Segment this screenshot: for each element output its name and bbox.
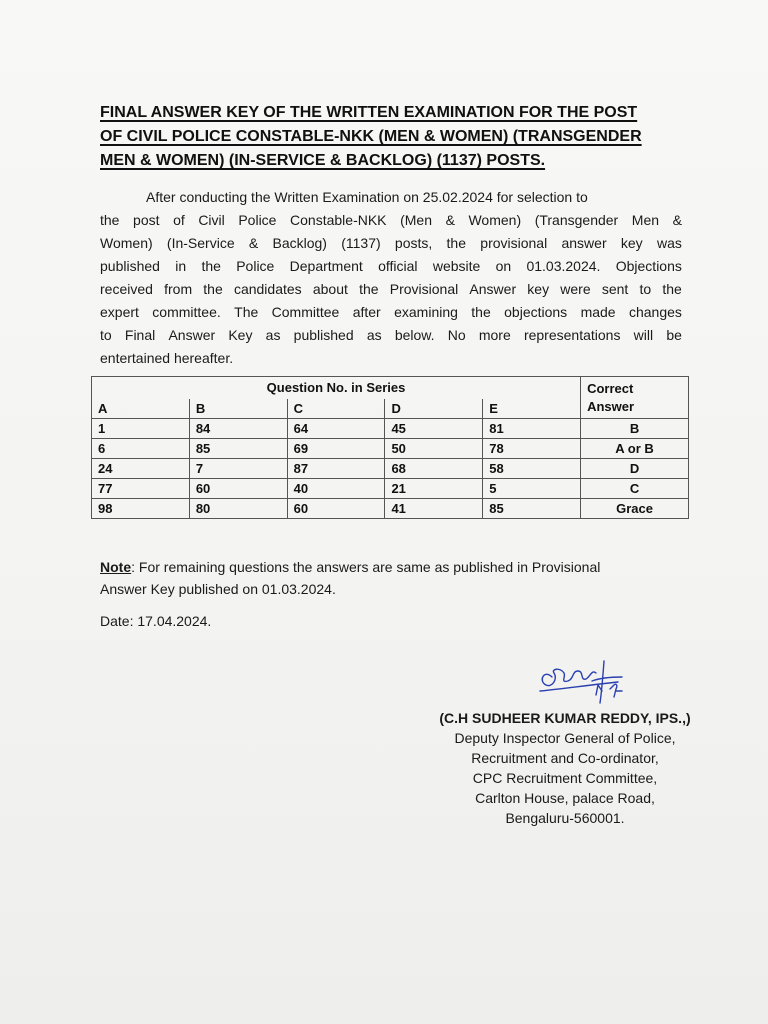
intro-word: published: [100, 258, 160, 274]
intro-word: &: [672, 212, 682, 228]
cell-a: 98: [92, 499, 190, 519]
intro-word: website: [432, 258, 481, 274]
intro-word: posts,: [394, 235, 433, 251]
intro-line: [100, 209, 682, 232]
intro-word: received: [100, 281, 153, 297]
intro-word: of: [173, 212, 185, 228]
intro-word: answer: [561, 235, 607, 251]
cell-d: 68: [385, 459, 483, 479]
intro-word: Answer: [168, 327, 216, 343]
correct-header-line: Correct: [587, 380, 634, 396]
intro-word: No: [447, 327, 466, 343]
intro-word: candidates: [233, 281, 302, 297]
cell-e: 5: [483, 479, 581, 499]
intro-word: (Transgender: [534, 212, 619, 228]
answer-key-table: [91, 376, 689, 519]
cell-c: 64: [287, 419, 385, 439]
intro-line: After conducting the Written Examination on 25.02.2024 for selection to: [146, 189, 588, 205]
intro-word: after: [352, 304, 381, 320]
signatory-address: Carlton House, palace Road,: [475, 790, 655, 806]
intro-word: the: [471, 304, 491, 320]
intro-word: about: [312, 281, 348, 297]
cell-c: 40: [287, 479, 385, 499]
intro-line: [100, 232, 682, 255]
cell-d: 45: [385, 419, 483, 439]
series-label: E: [483, 399, 581, 419]
series-label: C: [287, 399, 385, 419]
intro-word: Police: [236, 258, 275, 274]
signatory-name: (C.H SUDHEER KUMAR REDDY, IPS.,): [439, 710, 691, 726]
intro-word: the: [446, 235, 467, 251]
intro-line: [100, 255, 682, 278]
table-row: [92, 499, 689, 519]
intro-word: Civil: [198, 212, 225, 228]
intro-paragraph: [100, 186, 682, 370]
signature-block: [420, 708, 710, 828]
note-text: : For remaining questions the answers are same as published in Provisional: [131, 559, 601, 575]
cell-b: 7: [189, 459, 287, 479]
intro-line: [100, 301, 682, 324]
signature-ink: [540, 661, 622, 703]
intro-word: was: [656, 235, 682, 251]
cell-answer: A or B: [581, 439, 689, 459]
document-title: [100, 101, 690, 173]
intro-word: Provisional: [389, 281, 459, 297]
intro-word: provisional: [480, 235, 548, 251]
series-label: A: [92, 399, 190, 419]
title-line: OF CIVIL POLICE CONSTABLE-NKK (MEN & WOMEN) (TRANSGENDER: [100, 128, 642, 145]
intro-line: [100, 324, 682, 347]
intro-word: the: [203, 281, 223, 297]
intro-word: will: [633, 327, 654, 343]
intro-word: committee.: [152, 304, 221, 320]
note-line: Answer Key published on 01.03.2024.: [100, 581, 336, 597]
intro-word: were: [560, 281, 591, 297]
intro-word: Objections: [615, 258, 682, 274]
intro-word: The: [234, 304, 259, 320]
intro-word: expert: [100, 304, 139, 320]
signatory-title: Recruitment and Co-ordinator,: [471, 750, 659, 766]
intro-word: Backlog): [272, 235, 327, 251]
intro-word: the: [359, 281, 379, 297]
table-row: [92, 459, 689, 479]
note-label: Note: [100, 559, 132, 575]
cell-c: 87: [287, 459, 385, 479]
intro-word: objections: [504, 304, 568, 320]
intro-word: key: [620, 235, 643, 251]
cell-e: 85: [483, 499, 581, 519]
intro-word: Committee: [271, 304, 340, 320]
note-line: [100, 556, 690, 578]
intro-word: Constable-NKK: [290, 212, 387, 228]
intro-word: changes: [628, 304, 682, 320]
intro-word: Women): [100, 235, 153, 251]
cell-b: 60: [189, 479, 287, 499]
table-row: [92, 419, 689, 439]
intro-word: representations: [523, 327, 621, 343]
intro-word: official: [378, 258, 418, 274]
intro-word: the: [100, 212, 120, 228]
cell-b: 84: [189, 419, 287, 439]
signatory-title: Deputy Inspector General of Police,: [454, 730, 676, 746]
title-line: FINAL ANSWER KEY OF THE WRITTEN EXAMINATION FOR THE POST: [100, 104, 638, 121]
intro-word: on: [495, 258, 512, 274]
cell-d: 41: [385, 499, 483, 519]
intro-word: published: [293, 327, 354, 343]
series-header: Question No. in Series: [92, 377, 581, 399]
intro-word: to: [100, 327, 112, 343]
cell-answer: D: [581, 459, 689, 479]
intro-word: &: [248, 235, 259, 251]
cell-a: 1: [92, 419, 190, 439]
cell-a: 6: [92, 439, 190, 459]
intro-line: entertained hereafter.: [100, 350, 234, 366]
cell-e: 81: [483, 419, 581, 439]
cell-c: 69: [287, 439, 385, 459]
intro-word: below.: [394, 327, 435, 343]
correct-header-line: Answer: [587, 398, 635, 414]
cell-a: 24: [92, 459, 190, 479]
cell-c: 60: [287, 499, 385, 519]
intro-word: post: [133, 212, 160, 228]
cell-b: 85: [189, 439, 287, 459]
cell-d: 21: [385, 479, 483, 499]
intro-word: be: [666, 327, 682, 343]
handwritten-signature: [530, 655, 640, 705]
cell-d: 50: [385, 439, 483, 459]
intro-word: (In-Service: [166, 235, 235, 251]
cell-e: 58: [483, 459, 581, 479]
cell-answer: B: [581, 419, 689, 439]
signatory-address: Bengaluru-560001.: [505, 810, 625, 826]
intro-word: 01.03.2024.: [526, 258, 601, 274]
intro-line: [100, 278, 682, 301]
intro-word: Final: [124, 327, 156, 343]
title-line: MEN & WOMEN) (IN-SERVICE & BACKLOG) (1137) POSTS.: [100, 152, 546, 169]
intro-word: Women): [468, 212, 522, 228]
series-label: B: [189, 399, 287, 419]
intro-word: (1137): [341, 235, 381, 251]
intro-word: as: [265, 327, 281, 343]
intro-word: made: [580, 304, 616, 320]
intro-word: more: [478, 327, 511, 343]
intro-word: in: [175, 258, 187, 274]
intro-word: key: [527, 281, 550, 297]
correct-answer-header: [581, 377, 689, 419]
series-label: D: [385, 399, 483, 419]
cell-e: 78: [483, 439, 581, 459]
intro-word: the: [662, 281, 682, 297]
intro-word: &: [445, 212, 455, 228]
intro-word: Key: [228, 327, 253, 343]
intro-word: Police: [238, 212, 277, 228]
issue-date: Date: 17.04.2024.: [100, 613, 212, 629]
intro-word: from: [164, 281, 193, 297]
note-paragraph: [100, 556, 690, 600]
table-row: [92, 479, 689, 499]
intro-word: (Men: [400, 212, 432, 228]
intro-word: Department: [289, 258, 363, 274]
intro-word: examining: [394, 304, 458, 320]
intro-word: the: [201, 258, 221, 274]
intro-word: Men: [631, 212, 660, 228]
intro-word: sent: [601, 281, 629, 297]
table-header-row: [92, 377, 689, 399]
table-row: [92, 439, 689, 459]
cell-answer: Grace: [581, 499, 689, 519]
cell-answer: C: [581, 479, 689, 499]
cell-b: 80: [189, 499, 287, 519]
cell-a: 77: [92, 479, 190, 499]
intro-word: Answer: [469, 281, 517, 297]
intro-word: as: [366, 327, 382, 343]
signatory-title: CPC Recruitment Committee,: [472, 770, 658, 786]
intro-word: to: [639, 281, 652, 297]
